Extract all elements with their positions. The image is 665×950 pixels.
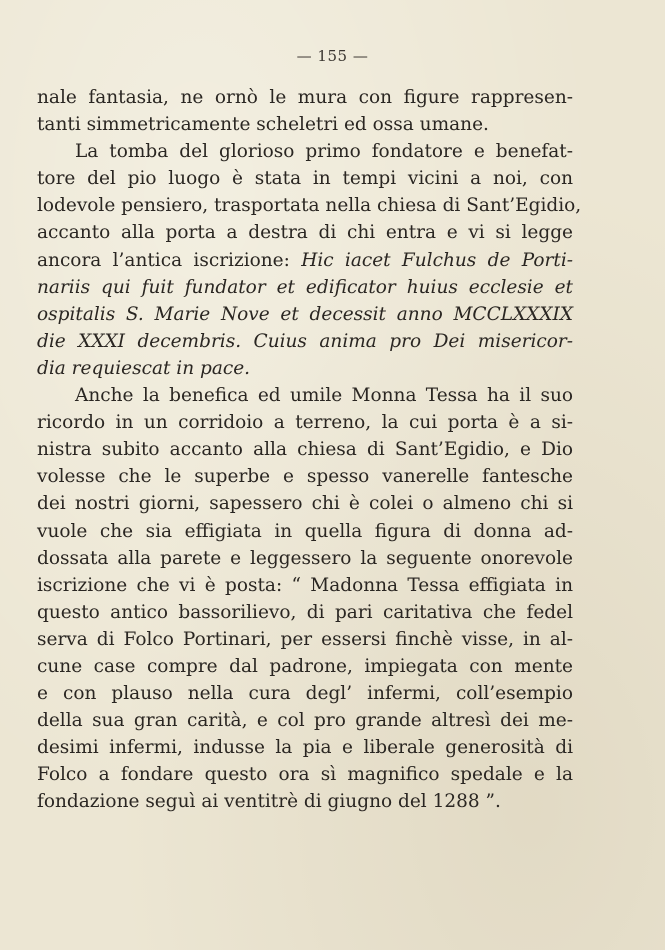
text-line: accanto alla porta a destra di chi entra e vi si legge — [37, 222, 573, 244]
inscription-line: ospitalis S. Marie Nove et decessit anno MCCLXXXIX — [37, 303, 573, 325]
text-line: serva di Folco Portinari, per essersi finchè visse, in al- — [37, 628, 573, 650]
text-line: questo antico bassorilievo, di pari caritativa che fedel — [37, 601, 573, 623]
text-line: vuole che sia effigiata in quella figura di donna ad- — [37, 520, 573, 542]
text-line: desimi infermi, indusse la pia e liberale generosità di — [37, 737, 573, 759]
inscription-line: dia requiescat in pace. — [37, 357, 251, 379]
inscription-latin-segment: Hic iacet Fulchus de Porti- — [301, 249, 573, 271]
text-line: nistra subito accanto alla chiesa di Sant’Egidio, e Dio — [37, 439, 573, 461]
page-number: — 155 — — [296, 47, 369, 65]
text-line-mixed — [37, 247, 573, 274]
text-line: ricordo in un corridoio a terreno, la cui porta è a si- — [37, 412, 573, 434]
text-line: nale fantasia, ne ornò le mura con figure rappresen- — [37, 87, 573, 108]
text-line: iscrizione che vi è posta: “ Madonna Tessa effigiata in — [37, 574, 573, 596]
text-line: Folco a fondare questo ora sì magnifico spedale e la — [37, 764, 573, 786]
text-line: Anche la benefica ed umile Monna Tessa ha il suo — [75, 385, 573, 407]
inscription-line: nariis qui fuit fundator et edificator huius ecclesie et — [37, 276, 573, 298]
text-line: dei nostri giorni, sapessero chi è colei o almeno chi si — [37, 493, 573, 515]
text-line: tanti simmetricamente scheletri ed ossa umane. — [37, 114, 489, 136]
text-line: dossata alla parete e leggessero la seguente onorevole — [37, 547, 573, 569]
text-roman-segment: ancora l’antica iscrizione: — [37, 249, 302, 271]
text-line: della sua gran carità, e col pro grande altresì dei me- — [37, 710, 573, 732]
text-line: fondazione seguì ai ventitrè di giugno del 1288 ”. — [37, 791, 501, 813]
text-line: lodevole pensiero, trasportata nella chiesa di Sant’Egidio, — [37, 195, 582, 217]
body-text — [37, 84, 582, 816]
text-line: cune case compre dal padrone, impiegata con mente — [37, 655, 573, 677]
text-line: La tomba del glorioso primo fondatore e benefat- — [75, 141, 573, 163]
inscription-line: die XXXI decembris. Cuius anima pro Dei misericor- — [37, 330, 573, 352]
text-line: tore del pio luogo è stata in tempi vicini a noi, con — [37, 168, 573, 190]
text-line: e con plauso nella cura degl’ infermi, coll’esempio — [37, 683, 573, 705]
text-line: volesse che le superbe e spesso vanerelle fantesche — [37, 466, 573, 488]
